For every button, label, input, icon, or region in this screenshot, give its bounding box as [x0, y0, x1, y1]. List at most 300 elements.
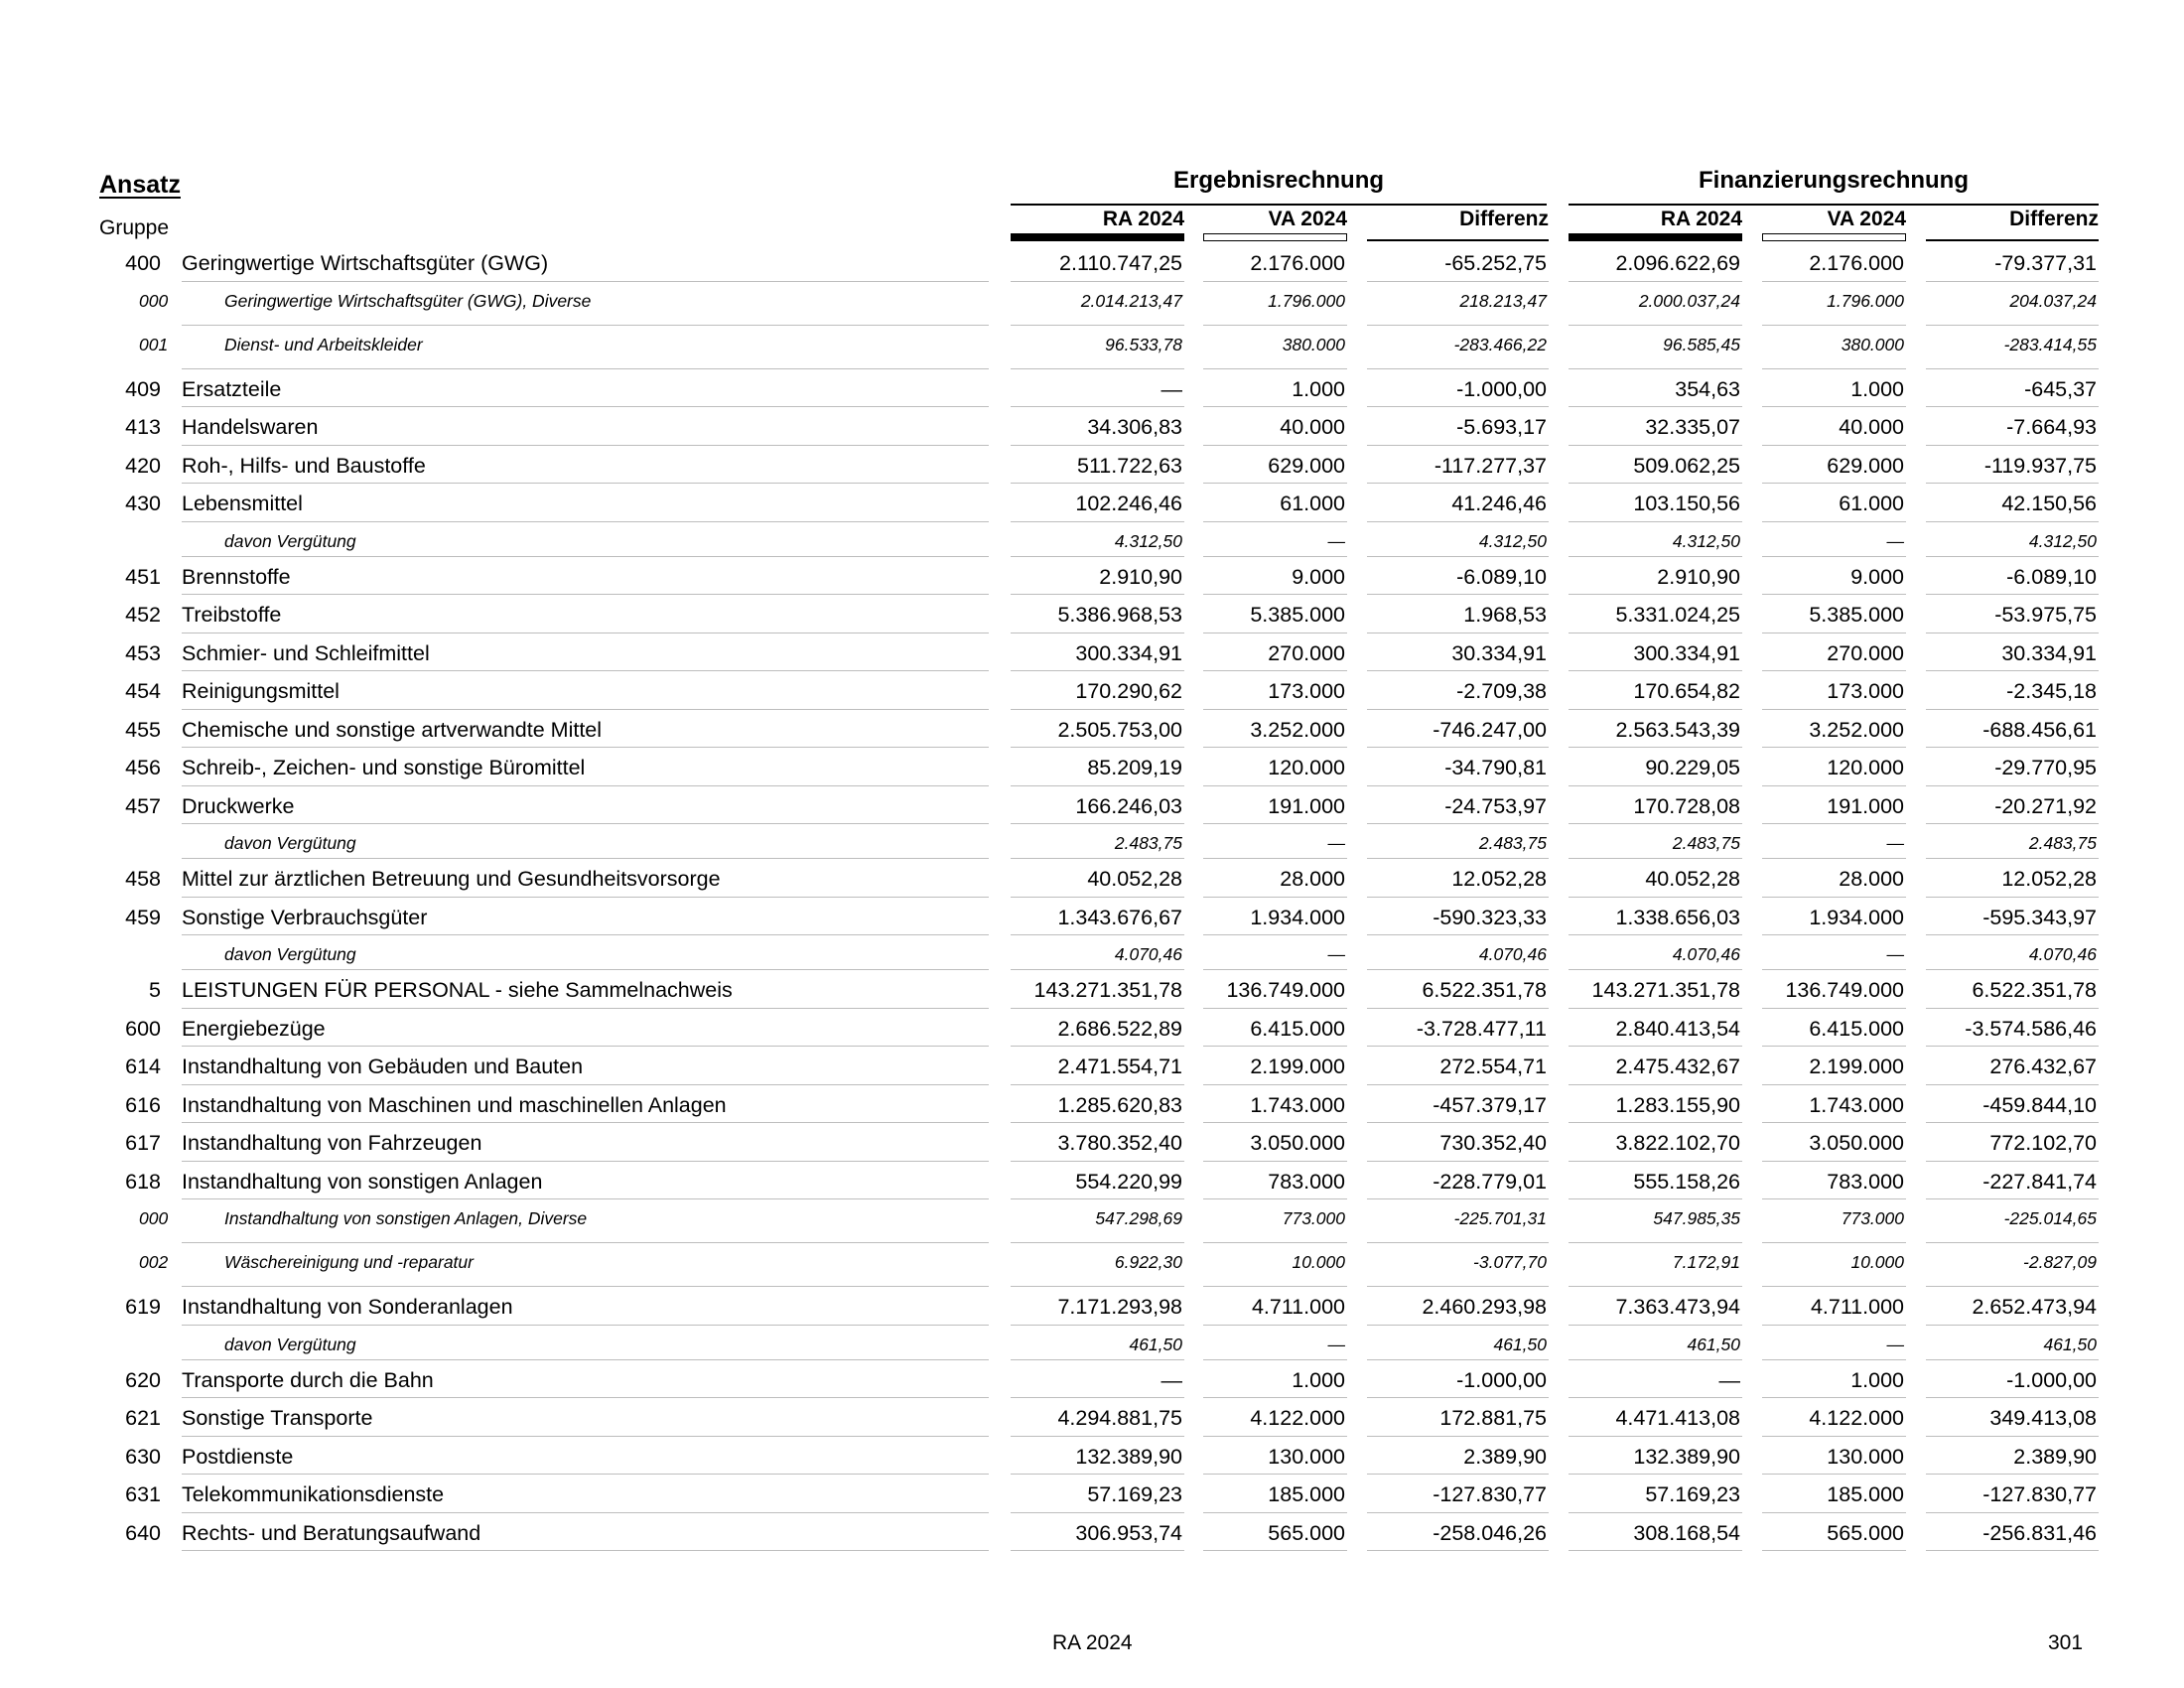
- cell-rule: [1762, 1286, 1906, 1287]
- cell-rule: [1367, 521, 1549, 522]
- cell-fr-va: —: [1886, 1334, 1904, 1354]
- cell-er-ra: 511.722,63: [1076, 453, 1182, 478]
- cell-er-va: 28.000: [1280, 867, 1345, 891]
- cell-rule: [1367, 785, 1549, 786]
- row-code: 614: [125, 1055, 161, 1078]
- cell-er-ra: 57.169,23: [1087, 1482, 1182, 1506]
- row-code: 420: [125, 453, 161, 478]
- cell-rule: [1762, 325, 1906, 326]
- cell-rule: [1203, 445, 1347, 446]
- column-header-bar: [1367, 239, 1549, 241]
- row-description: Handelswaren: [182, 415, 319, 439]
- row-rule: [182, 1436, 989, 1437]
- cell-er-va: 629.000: [1268, 453, 1345, 478]
- table-row: [0, 1050, 2184, 1088]
- cell-er-diff: 41.246,46: [1451, 492, 1547, 515]
- cell-rule: [1926, 1550, 2099, 1551]
- cell-rule: [1011, 1550, 1184, 1551]
- cell-rule: [1011, 325, 1184, 326]
- cell-er-va: —: [1327, 1334, 1345, 1354]
- table-row: [0, 1516, 2184, 1555]
- cell-fr-diff: -2.345,18: [2006, 679, 2097, 703]
- cell-rule: [1203, 1008, 1347, 1009]
- cell-er-ra: 300.334,91: [1075, 640, 1182, 665]
- column-header-bar: [1011, 233, 1184, 241]
- row-rule: [182, 1512, 989, 1513]
- row-code: 452: [125, 603, 161, 627]
- cell-fr-va: 270.000: [1827, 640, 1904, 665]
- cell-er-ra: 2.686.522,89: [1057, 1016, 1182, 1041]
- cell-rule: [1926, 1046, 2099, 1047]
- row-rule: [182, 897, 989, 898]
- cell-rule: [1926, 556, 2099, 557]
- cell-rule: [1926, 445, 2099, 446]
- cell-er-ra: 34.306,83: [1087, 415, 1182, 439]
- ansatz-label: Ansatz: [99, 171, 181, 199]
- cell-fr-va: 1.934.000: [1809, 905, 1904, 929]
- cell-rule: [1569, 823, 1742, 824]
- cell-fr-diff: 42.150,56: [2001, 492, 2097, 515]
- cell-er-va: 3.050.000: [1250, 1131, 1345, 1155]
- cell-rule: [1762, 445, 1906, 446]
- cell-rule: [1926, 1286, 2099, 1287]
- cell-rule: [1569, 483, 1742, 484]
- cell-rule: [1011, 1084, 1184, 1085]
- cell-er-va: 5.385.000: [1250, 603, 1345, 627]
- column-header-fr-va: VA 2024: [1827, 208, 1906, 230]
- row-code: 616: [125, 1092, 161, 1117]
- row-description: Chemische und sonstige artverwandte Mittel: [182, 717, 603, 742]
- cell-fr-ra: 1.283.155,90: [1615, 1092, 1740, 1117]
- cell-rule: [1367, 368, 1549, 369]
- cell-rule: [1011, 823, 1184, 824]
- row-description: Dienst- und Arbeitskleider: [224, 334, 423, 354]
- cell-fr-ra: 308.168,54: [1633, 1520, 1740, 1545]
- row-description: Instandhaltung von sonstigen Anlagen: [182, 1169, 543, 1194]
- row-rule: [182, 934, 989, 935]
- row-description: Geringwertige Wirtschaftsgüter (GWG), Diverse: [224, 290, 592, 311]
- table-row: [0, 372, 2184, 411]
- table-row: [0, 1440, 2184, 1478]
- row-rule: [182, 1046, 989, 1047]
- row-description: Brennstoffe: [182, 564, 291, 589]
- cell-rule: [1011, 1198, 1184, 1199]
- cell-er-diff: -3.728.477,11: [1416, 1016, 1547, 1041]
- row-code: 409: [125, 376, 161, 401]
- row-rule: [182, 747, 989, 748]
- cell-rule: [1569, 1512, 1742, 1513]
- cell-rule: [1011, 858, 1184, 859]
- cell-rule: [1926, 1122, 2099, 1123]
- cell-rule: [1569, 897, 1742, 898]
- row-rule: [182, 325, 989, 326]
- cell-rule: [1203, 785, 1347, 786]
- cell-fr-ra: 547.985,35: [1653, 1208, 1740, 1228]
- cell-rule: [1011, 483, 1184, 484]
- cell-er-va: 173.000: [1268, 679, 1345, 703]
- cell-rule: [1926, 1008, 2099, 1009]
- cell-rule: [1367, 1122, 1549, 1123]
- cell-er-diff: -34.790,81: [1444, 756, 1547, 779]
- row-rule: [182, 368, 989, 369]
- cell-rule: [1203, 556, 1347, 557]
- cell-er-ra: 4.070,46: [1114, 944, 1182, 964]
- cell-fr-va: 185.000: [1827, 1482, 1904, 1506]
- cell-fr-ra: 40.052,28: [1645, 867, 1740, 891]
- cell-rule: [1203, 1436, 1347, 1437]
- cell-fr-ra: 4.070,46: [1672, 944, 1740, 964]
- cell-er-ra: 1.285.620,83: [1057, 1092, 1182, 1117]
- cell-rule: [1569, 406, 1742, 407]
- cell-fr-ra: 2.483,75: [1672, 833, 1740, 853]
- row-description: davon Vergütung: [224, 944, 356, 964]
- cell-er-diff: 172.881,75: [1439, 1406, 1547, 1430]
- cell-rule: [1367, 934, 1549, 935]
- cell-rule: [1762, 1008, 1906, 1009]
- cell-rule: [1203, 747, 1347, 748]
- row-code: 451: [125, 564, 161, 589]
- cell-rule: [1011, 1325, 1184, 1326]
- table-row: [0, 487, 2184, 525]
- cell-rule: [1011, 1161, 1184, 1162]
- cell-er-va: 191.000: [1268, 793, 1345, 818]
- cell-rule: [1569, 1161, 1742, 1162]
- cell-rule: [1203, 858, 1347, 859]
- table-row: [0, 901, 2184, 939]
- cell-fr-va: 3.252.000: [1809, 717, 1904, 742]
- cell-rule: [1367, 823, 1549, 824]
- cell-fr-ra: 4.312,50: [1672, 530, 1740, 551]
- row-code: 000: [139, 290, 169, 311]
- cell-fr-va: 4.711.000: [1810, 1295, 1904, 1319]
- cell-rule: [1367, 1359, 1549, 1360]
- cell-rule: [1569, 1008, 1742, 1009]
- cell-rule: [1569, 1242, 1742, 1243]
- cell-rule: [1762, 1161, 1906, 1162]
- row-description: Sonstige Transporte: [182, 1406, 373, 1430]
- cell-er-diff: -228.779,01: [1433, 1169, 1547, 1194]
- cell-er-diff: 1.968,53: [1463, 603, 1547, 627]
- cell-rule: [1762, 521, 1906, 522]
- table-subrow: [0, 1202, 2184, 1246]
- cell-rule: [1203, 670, 1347, 671]
- cell-rule: [1367, 1008, 1549, 1009]
- cell-fr-ra: 90.229,05: [1645, 756, 1740, 779]
- cell-er-ra: 2.110.747,25: [1059, 251, 1182, 275]
- cell-fr-va: 629.000: [1827, 453, 1904, 478]
- cell-fr-ra: 170.654,82: [1633, 679, 1740, 703]
- cell-rule: [1011, 445, 1184, 446]
- cell-fr-diff: 2.389,90: [2013, 1444, 2097, 1469]
- cell-rule: [1762, 823, 1906, 824]
- cell-fr-ra: 2.563.543,39: [1615, 717, 1740, 742]
- cell-er-diff: 2.483,75: [1478, 833, 1547, 853]
- cell-rule: [1367, 1198, 1549, 1199]
- cell-rule: [1203, 1161, 1347, 1162]
- cell-rule: [1569, 969, 1742, 970]
- row-description: Ersatzteile: [182, 376, 282, 401]
- cell-rule: [1203, 1474, 1347, 1475]
- cell-fr-va: 3.050.000: [1809, 1131, 1904, 1155]
- cell-er-ra: 2.014.213,47: [1080, 290, 1182, 311]
- cell-fr-ra: 2.096.622,69: [1615, 251, 1740, 275]
- cell-rule: [1011, 1122, 1184, 1123]
- cell-fr-va: 773.000: [1841, 1208, 1904, 1228]
- cell-rule: [1203, 823, 1347, 824]
- cell-er-ra: 2.483,75: [1114, 833, 1182, 853]
- cell-er-va: 9.000: [1292, 564, 1345, 589]
- cell-er-ra: 306.953,74: [1075, 1520, 1182, 1545]
- cell-rule: [1569, 521, 1742, 522]
- cell-fr-va: 6.415.000: [1809, 1016, 1904, 1041]
- cell-rule: [1762, 1084, 1906, 1085]
- cell-fr-ra: 2.475.432,67: [1615, 1055, 1740, 1078]
- cell-fr-diff: -595.343,97: [1982, 905, 2097, 929]
- row-code: 621: [125, 1406, 161, 1430]
- cell-fr-va: 40.000: [1839, 415, 1904, 439]
- cell-fr-diff: -459.844,10: [1982, 1092, 2097, 1117]
- table-row: [0, 598, 2184, 636]
- cell-fr-diff: 6.522.351,78: [1972, 978, 2097, 1002]
- cell-rule: [1367, 1397, 1549, 1398]
- row-description: Transporte durch die Bahn: [182, 1367, 434, 1392]
- cell-rule: [1926, 594, 2099, 595]
- cell-rule: [1367, 445, 1549, 446]
- cell-rule: [1762, 1242, 1906, 1243]
- cell-fr-va: 173.000: [1827, 679, 1904, 703]
- cell-er-va: 120.000: [1268, 756, 1345, 779]
- table-row: [0, 1477, 2184, 1516]
- footer-label: RA 2024: [1052, 1631, 1133, 1654]
- row-description: Instandhaltung von Gebäuden und Bauten: [182, 1055, 584, 1078]
- cell-rule: [1367, 1474, 1549, 1475]
- cell-rule: [1762, 594, 1906, 595]
- cell-er-diff: 30.334,91: [1451, 640, 1547, 665]
- cell-rule: [1762, 368, 1906, 369]
- cell-er-diff: -457.379,17: [1433, 1092, 1547, 1117]
- cell-er-diff: -5.693,17: [1456, 415, 1547, 439]
- cell-fr-diff: 349.413,08: [1989, 1406, 2097, 1430]
- cell-rule: [1367, 1084, 1549, 1085]
- row-code: 000: [139, 1208, 169, 1228]
- cell-rule: [1203, 1198, 1347, 1199]
- group-title-ergebnisrechnung: Ergebnisrechnung: [1172, 167, 1385, 194]
- cell-er-diff: -258.046,26: [1433, 1520, 1547, 1545]
- cell-fr-diff: -7.664,93: [2006, 415, 2097, 439]
- row-rule: [182, 1122, 989, 1123]
- cell-rule: [1762, 1397, 1906, 1398]
- cell-rule: [1011, 1397, 1184, 1398]
- cell-fr-diff: 276.432,67: [1989, 1055, 2097, 1078]
- cell-rule: [1926, 858, 2099, 859]
- cell-er-ra: 554.220,99: [1075, 1169, 1182, 1194]
- row-rule: [182, 281, 989, 282]
- row-rule: [182, 1286, 989, 1287]
- cell-fr-va: 380.000: [1841, 334, 1904, 354]
- cell-rule: [1203, 1046, 1347, 1047]
- cell-fr-ra: 2.910,90: [1657, 564, 1740, 589]
- cell-er-va: —: [1327, 944, 1345, 964]
- row-rule: [182, 1474, 989, 1475]
- row-description: Lebensmittel: [182, 492, 303, 515]
- cell-rule: [1762, 785, 1906, 786]
- row-code: 619: [125, 1295, 161, 1319]
- cell-rule: [1203, 969, 1347, 970]
- cell-rule: [1926, 1359, 2099, 1360]
- cell-rule: [1569, 1325, 1742, 1326]
- table-row: [0, 789, 2184, 828]
- row-description: Reinigungsmittel: [182, 679, 340, 703]
- cell-rule: [1762, 281, 1906, 282]
- cell-rule: [1569, 858, 1742, 859]
- cell-rule: [1367, 1325, 1549, 1326]
- row-rule: [182, 969, 989, 970]
- table-row: [0, 636, 2184, 675]
- row-rule: [182, 1198, 989, 1199]
- cell-rule: [1367, 594, 1549, 595]
- cell-rule: [1569, 1474, 1742, 1475]
- cell-er-diff: -2.709,38: [1456, 679, 1547, 703]
- table-row: [0, 1363, 2184, 1402]
- cell-rule: [1569, 1084, 1742, 1085]
- group-rule-ergebnisrechnung: [1011, 204, 1547, 206]
- cell-rule: [1762, 969, 1906, 970]
- cell-fr-diff: 2.652.473,94: [1972, 1295, 2097, 1319]
- cell-rule: [1926, 934, 2099, 935]
- row-code: 453: [125, 640, 161, 665]
- row-code: 458: [125, 867, 161, 891]
- cell-rule: [1926, 709, 2099, 710]
- cell-er-ra: 132.389,90: [1075, 1444, 1182, 1469]
- cell-fr-va: 130.000: [1827, 1444, 1904, 1469]
- cell-rule: [1367, 1436, 1549, 1437]
- cell-fr-va: 10.000: [1850, 1252, 1904, 1272]
- cell-er-ra: 2.910,90: [1099, 564, 1182, 589]
- table-row-davon: [0, 1329, 2184, 1363]
- column-header-er-ra: RA 2024: [1102, 208, 1184, 230]
- cell-rule: [1762, 858, 1906, 859]
- cell-er-ra: —: [1160, 376, 1182, 401]
- table-row: [0, 1012, 2184, 1051]
- cell-er-ra: 143.271.351,78: [1033, 978, 1182, 1002]
- cell-er-diff: -65.252,75: [1444, 251, 1547, 275]
- cell-rule: [1203, 1397, 1347, 1398]
- table-row: [0, 246, 2184, 285]
- cell-er-ra: 2.505.753,00: [1057, 717, 1182, 742]
- page-number: 301: [2048, 1631, 2084, 1654]
- table-row: [0, 560, 2184, 599]
- cell-er-va: 10.000: [1292, 1252, 1345, 1272]
- cell-rule: [1203, 1122, 1347, 1123]
- cell-rule: [1926, 670, 2099, 671]
- cell-rule: [1569, 785, 1742, 786]
- column-header-er-diff: Differenz: [1459, 208, 1549, 230]
- cell-fr-ra: 96.585,45: [1663, 334, 1740, 354]
- cell-fr-diff: -283.414,55: [2003, 334, 2097, 354]
- cell-er-diff: 730.352,40: [1439, 1131, 1547, 1155]
- cell-er-va: 565.000: [1268, 1520, 1345, 1545]
- cell-fr-va: 28.000: [1839, 867, 1904, 891]
- cell-er-diff: 4.312,50: [1478, 530, 1547, 551]
- row-description: Energiebezüge: [182, 1016, 326, 1041]
- cell-fr-ra: 1.338.656,03: [1615, 905, 1740, 929]
- cell-er-ra: 85.209,19: [1087, 756, 1182, 779]
- cell-rule: [1367, 1286, 1549, 1287]
- cell-fr-va: 2.176.000: [1809, 251, 1904, 275]
- cell-rule: [1926, 1084, 2099, 1085]
- cell-fr-va: 4.122.000: [1809, 1406, 1904, 1430]
- row-rule: [182, 556, 989, 557]
- row-rule: [182, 785, 989, 786]
- cell-er-ra: 102.246,46: [1075, 492, 1182, 515]
- cell-fr-ra: 103.150,56: [1633, 492, 1740, 515]
- cell-rule: [1203, 1242, 1347, 1243]
- cell-er-va: 3.252.000: [1250, 717, 1345, 742]
- row-code: 630: [125, 1444, 161, 1469]
- cell-fr-diff: -119.937,75: [1983, 453, 2097, 478]
- cell-rule: [1203, 1550, 1347, 1551]
- row-code: 455: [125, 717, 161, 742]
- cell-rule: [1569, 1198, 1742, 1199]
- cell-rule: [1926, 1198, 2099, 1199]
- table-row: [0, 674, 2184, 713]
- cell-fr-va: 1.000: [1850, 1367, 1904, 1392]
- cell-fr-diff: -29.770,95: [1994, 756, 2097, 779]
- cell-rule: [1011, 969, 1184, 970]
- cell-rule: [1367, 281, 1549, 282]
- cell-rule: [1569, 1436, 1742, 1437]
- cell-rule: [1569, 1359, 1742, 1360]
- cell-er-ra: 4.312,50: [1114, 530, 1182, 551]
- cell-rule: [1762, 1325, 1906, 1326]
- cell-rule: [1367, 670, 1549, 671]
- row-description: davon Vergütung: [224, 530, 356, 551]
- row-rule: [182, 1008, 989, 1009]
- cell-er-diff: -3.077,70: [1473, 1252, 1547, 1272]
- cell-rule: [1926, 969, 2099, 970]
- cell-fr-diff: -3.574.586,46: [1965, 1016, 2097, 1041]
- ansatz-heading: [99, 171, 181, 200]
- cell-fr-diff: 4.070,46: [2028, 944, 2097, 964]
- cell-rule: [1367, 969, 1549, 970]
- column-header-fr-ra: RA 2024: [1660, 208, 1742, 230]
- cell-rule: [1011, 1046, 1184, 1047]
- row-description: Schmier- und Schleifmittel: [182, 640, 430, 665]
- cell-rule: [1011, 897, 1184, 898]
- row-code: 430: [125, 492, 161, 515]
- cell-er-diff: -590.323,33: [1433, 905, 1547, 929]
- cell-fr-ra: 143.271.351,78: [1591, 978, 1740, 1002]
- cell-fr-ra: 461,50: [1687, 1334, 1740, 1354]
- cell-er-ra: 4.294.881,75: [1057, 1406, 1182, 1430]
- cell-er-va: —: [1327, 530, 1345, 551]
- cell-rule: [1569, 1397, 1742, 1398]
- cell-rule: [1203, 934, 1347, 935]
- cell-rule: [1203, 1084, 1347, 1085]
- cell-fr-ra: 2.000.037,24: [1638, 290, 1740, 311]
- cell-fr-ra: 7.172,91: [1672, 1252, 1740, 1272]
- cell-fr-ra: 132.389,90: [1633, 1444, 1740, 1469]
- cell-rule: [1569, 556, 1742, 557]
- row-rule: [182, 483, 989, 484]
- row-description: Instandhaltung von Maschinen und maschinellen Anlagen: [182, 1092, 727, 1117]
- cell-rule: [1203, 1359, 1347, 1360]
- row-description: Rechts- und Beratungsaufwand: [182, 1520, 481, 1545]
- cell-rule: [1011, 670, 1184, 671]
- cell-er-ra: 2.471.554,71: [1057, 1055, 1182, 1078]
- row-description: Roh-, Hilfs- und Baustoffe: [182, 453, 426, 478]
- row-code: 001: [139, 334, 169, 354]
